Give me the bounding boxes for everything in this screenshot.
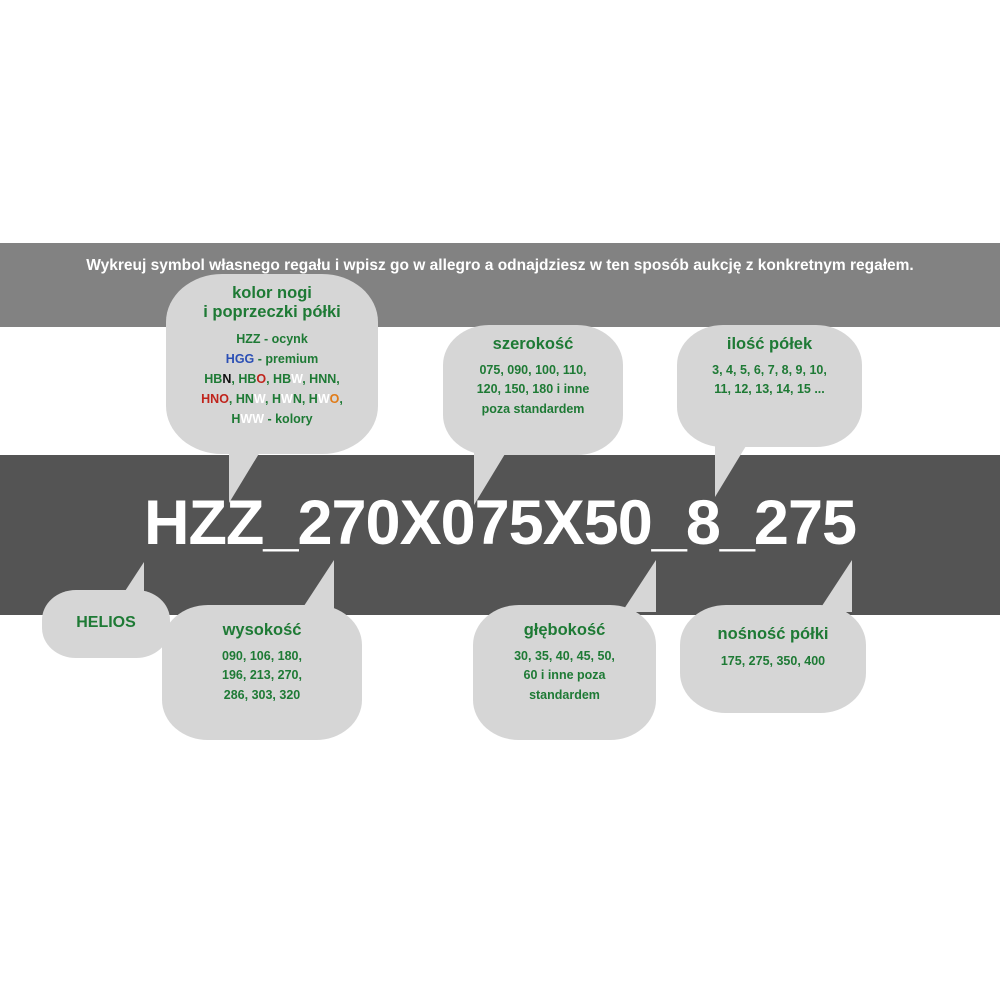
color-code-fragment: , (339, 391, 343, 406)
bubble-kolor-title-line1: kolor nogi (232, 284, 312, 302)
value-line: 30, 35, 40, 45, 50, (514, 648, 615, 663)
value-line: 3, 4, 5, 6, 7, 8, 9, 10, (712, 362, 827, 377)
value-line: 075, 090, 100, 110, (479, 362, 587, 377)
color-code-fragment: O (256, 371, 267, 386)
bubble-nosnosc-polki (680, 605, 866, 713)
value-line: 11, 12, 13, 14, 15 ... (714, 382, 825, 397)
bubble-szerokosc (443, 325, 623, 455)
color-code-line (178, 349, 366, 369)
bubble-helios (42, 590, 170, 658)
color-code-fragment: HZZ (236, 331, 261, 346)
color-code-fragment: , HN (228, 391, 254, 406)
color-code-line (178, 369, 366, 389)
color-code-fragment: W (253, 391, 266, 406)
color-code-fragment: W (291, 371, 303, 386)
value-line: 120, 150, 180 i inne (476, 382, 590, 397)
color-code-fragment: , H (265, 391, 282, 406)
bubble-wysokosc-values (174, 647, 350, 705)
bubble-ilosc-polek (677, 325, 862, 447)
value-line: 286, 303, 320 (223, 687, 301, 702)
bubble-nosnosc-values (692, 652, 854, 671)
bubble-wysokosc (162, 605, 362, 740)
color-code-fragment: N (222, 371, 232, 386)
color-code-fragment: H (231, 411, 241, 426)
bubble-kolor-color-codes (178, 329, 366, 429)
color-code-fragment: HGG (225, 351, 255, 366)
bubble-glebokosc (473, 605, 656, 740)
bubble-wysokosc-title: wysokość (222, 621, 302, 639)
bubble-kolor-title (178, 284, 366, 322)
color-code-line (178, 389, 366, 409)
bubble-glebokosc-values (485, 647, 644, 705)
bubble-tail-szerokosc (474, 449, 508, 505)
color-code-fragment: , HB (266, 371, 292, 386)
value-line: 196, 213, 270, (222, 668, 302, 683)
bubble-tail-kolor (229, 447, 263, 503)
value-line: 60 i inne poza (523, 668, 606, 683)
color-code-fragment: N, H (292, 391, 318, 406)
bubble-szerokosc-values (455, 361, 611, 419)
bubble-ilosc-polek-values (689, 361, 850, 400)
color-code-line (178, 409, 366, 429)
value-line: poza standardem (481, 401, 585, 416)
color-code-fragment: WW (240, 411, 264, 426)
bubble-nosnosc-title: nośność półki (717, 625, 829, 643)
bubble-helios-title: HELIOS (76, 614, 136, 631)
bubble-kolor-nogi (166, 274, 378, 454)
color-code-fragment: HNO (201, 391, 229, 406)
headline-text: Wykreuj symbol własnego regału i wpisz go w allegro a odnajdziesz w ten sposób aukcję z konkretnym regałem. (86, 257, 914, 274)
value-line: 090, 106, 180, (222, 648, 302, 663)
bubble-glebokosc-title: głębokość (523, 621, 606, 639)
bubble-kolor-title-line2: i poprzeczki półki (203, 302, 341, 321)
value-line: 175, 275, 350, 400 (720, 653, 826, 668)
bubble-ilosc-polek-title: ilość półek (726, 335, 813, 353)
product-code-text: HZZ_270X075X50_8_275 (143, 488, 857, 558)
bubble-tail-ilosc-polek (715, 441, 749, 497)
color-code-fragment: - premium (254, 351, 319, 366)
color-code-fragment: , HB (231, 371, 257, 386)
color-code-line (178, 329, 366, 349)
color-code-fragment: W (281, 391, 293, 406)
color-code-fragment: W (317, 391, 330, 406)
bubble-tail-glebokosc (622, 560, 656, 612)
color-code-fragment: - kolory (264, 411, 313, 426)
color-code-fragment: HB (204, 371, 223, 386)
color-code-fragment: , HNN, (302, 371, 340, 386)
color-code-fragment: O (329, 391, 340, 406)
value-line: standardem (529, 687, 600, 702)
color-code-fragment: - ocynk (260, 331, 308, 346)
bubble-szerokosc-title: szerokość (492, 335, 574, 353)
